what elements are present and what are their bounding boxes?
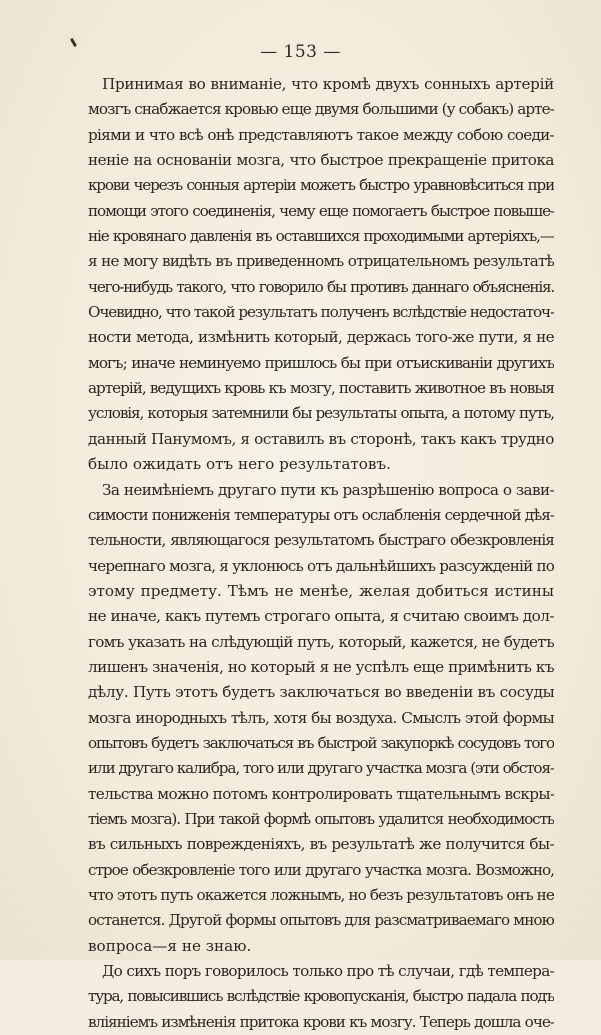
text-line: данный Панумомъ, я оставилъ въ сторонѣ, такъ какъ трудно — [88, 429, 554, 448]
text-line: ности метода, измѣнить который, держась того-же пути, я не — [88, 328, 554, 347]
text-line: строе обезкровленіе того или другаго участка мозга. Возможно, — [88, 860, 554, 879]
text-line: опытовъ будетъ заключаться въ быстрой закупоркѣ сосудовъ того — [88, 733, 554, 752]
text-line: тіемъ мозга). При такой формѣ опытовъ удалится необходимость — [88, 809, 554, 828]
text-line: Очевидно, что такой результатъ полученъ вслѣдствіе недостаточ- — [88, 303, 554, 322]
text-line: черепнаго мозга, я уклонюсь отъ дальнѣйшихъ разсужденій по — [88, 556, 554, 575]
text-line: не иначе, какъ путемъ строгаго опыта, я считаю своимъ дол- — [88, 607, 554, 626]
text-line: крови черезъ сонныя артеріи можетъ быстро уравновѣситься при — [88, 176, 554, 195]
text-line: ніе кровянаго давленія въ оставшихся проходимыми артеріяхъ,— — [88, 227, 554, 246]
text-line: условія, которыя затемнили бы результаты опыта, а потому путь, — [88, 404, 554, 423]
text-line: этому предмету. Тѣмъ не менѣе, желая добиться истины — [88, 581, 554, 600]
text-line: чего-нибудь такого, что говорило бы противъ даннаго объясненія. — [88, 277, 554, 296]
text-line: тура, повысившись вслѣдствіе кровопусканія, быстро падала подъ — [88, 987, 554, 1006]
text-line: я не могу видѣть въ приведенномъ отрицательномъ результатѣ — [88, 252, 554, 271]
text-line: помощи этого соединенія, чему еще помогаетъ быстрое повыше- — [88, 201, 554, 220]
text-line: или другаго калибра, того или другаго участка мозга (эти обстоя- — [88, 759, 554, 778]
text-line: могъ; иначе неминуемо пришлось бы при отъискиваніи другихъ — [88, 353, 554, 372]
text-line: мозгъ снабжается кровью еще двумя большими (у собакъ) арте- — [88, 100, 554, 119]
text-line: вопроса—я не знаю. — [88, 936, 252, 955]
body-text — [88, 72, 554, 1035]
text-line: мозга инородныхъ тѣлъ, хотя бы воздуха. Смыслъ этой формы — [88, 708, 554, 727]
text-line: тельства можно потомъ контролировать тщательнымъ вскры- — [88, 784, 554, 803]
text-line: За неимѣніемъ другаго пути къ разрѣшенію вопроса о зави- — [102, 480, 554, 499]
text-line: вліяніемъ измѣненія притока крови къ мозгу. Теперь дошла оче- — [88, 1012, 554, 1031]
text-line: тельности, являющагося результатомъ быстраго обезкровленія — [88, 531, 554, 550]
text-line: гомъ указать на слѣдующій путь, который, кажется, не будетъ — [88, 632, 554, 651]
text-line: артерій, ведущихъ кровь къ мозгу, поставить животное въ новыя — [88, 379, 554, 398]
text-line: въ сильныхъ поврежденіяхъ, въ результатѣ же получится бы- — [88, 835, 554, 854]
text-line: дѣлу. Путь этотъ будетъ заключаться во введеніи въ сосуды — [88, 683, 554, 702]
text-line: что этотъ путь окажется ложнымъ, но безъ результатовъ онъ не — [88, 886, 554, 904]
text-line: неніе на основаніи мозга, что быстрое прекращеніе притока — [88, 151, 554, 170]
text-line: останется. Другой формы опытовъ для разсматриваемаго мною — [88, 911, 554, 930]
text-line: ріями и что всѣ онѣ представляютъ такое между собою соеди- — [88, 125, 554, 144]
text-line: симости пониженія температуры отъ ослабленія сердечной дѣя- — [88, 505, 554, 524]
text-line: До сихъ поръ говорилось только про тѣ случаи, гдѣ темпера- — [102, 962, 554, 981]
text-line: Принимая во вниманіе, что кромѣ двухъ сонныхъ артерій — [102, 75, 554, 93]
text-line: лишенъ значенія, но который я не успѣлъ еще примѣнить къ — [88, 657, 554, 676]
text-line: было ожидать отъ него результатовъ. — [88, 455, 391, 474]
page-number: — 153 — — [260, 42, 341, 62]
